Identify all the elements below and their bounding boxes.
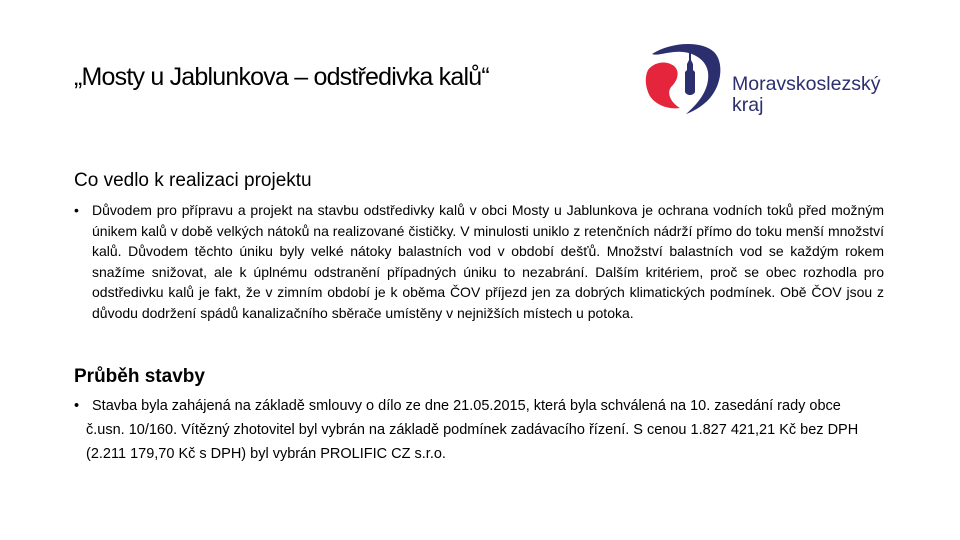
section-paragraph-construction-progress <box>74 394 864 466</box>
paragraph-text: Stavba byla zahájená na základě smlouvy o dílo ze dne 21.05.2015, která byla schválená na 10. zasedání rady obce č.usn. 10/160. Vítězný zhotovitel byl vybrán na základě podmínek zadávacího řízení. S cenou 1.827 421,21 Kč bez DPH (2.211 179,70 Kč s DPH) byl vybrán PROLIFIC CZ s.r.o. <box>86 398 859 462</box>
slide-title: „Mosty u Jablunkova – odstředivka kalů“ <box>74 63 489 91</box>
section-heading-construction-progress: Průběh stavby <box>74 366 205 387</box>
paragraph-text: Důvodem pro přípravu a projekt na stavbu odstředivky kalů v obci Mosty u Jablunkova je ochrana vodních toků před možným únikem kalů v době velkých nátoků na realizované čističky. V minulosti uniklo z retenčních nádrží přímo do toku menší množství kalů. Důvodem těchto úniku byly velké nátoky balastních vod v období dešťů. Množství balastních vod se každým rokem snažíme snižovat, ale k úplnému odstranění případných úniku to nezabrání. Dalším kritériem, proč se obec rozhodla pro odstředivku kalů je fakt, že v zimním období je k oběma ČOV příjezd jen za dobrých klimatických podmínek. Obě ČOV jsou z důvodu dodržení spádů kanalizačního sběrače umístěny v nejnižších místech u potoka. <box>92 202 884 321</box>
bullet-icon: • <box>74 202 79 218</box>
section-heading-project-motivation: Co vedlo k realizaci projektu <box>74 170 312 191</box>
region-logo <box>640 40 890 120</box>
logo-name-line2: kraj <box>732 94 764 116</box>
logo-name-line1: Moravskoslezský <box>732 73 881 95</box>
section-paragraph-project-motivation <box>74 200 884 323</box>
bullet-icon: • <box>74 398 80 414</box>
moravskoslezsky-kraj-emblem-icon <box>640 40 730 120</box>
